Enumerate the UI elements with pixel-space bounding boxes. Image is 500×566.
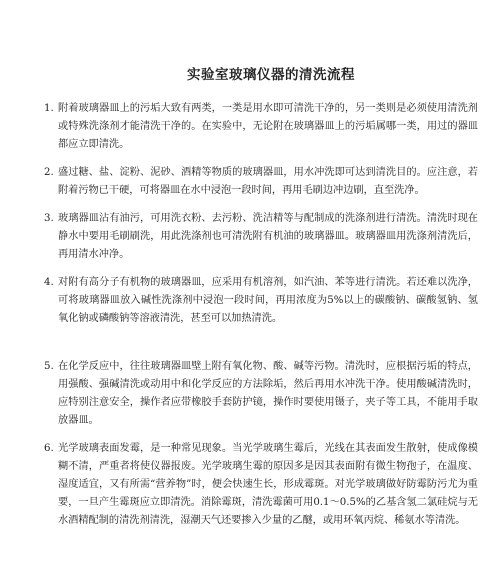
item-text: 附着玻璃器皿上的污垢大致有两类，一类是用水即可清洗干净的，另一类则是必须使用清洗剂或特殊洗涤剂才能清洗干净的。在实验中，无论附在玻璃器皿上的污垢属哪一类，用过的器皿都应立即清洗。	[58, 103, 478, 150]
list-item	[44, 210, 478, 264]
item-text: 在化学反应中，往往玻璃器皿壁上附有氧化物、酸、碱等污物。清洗时，应根据污垢的特点，用强酸、强碱清洗或动用中和化学反应的方法除垢，然后再用水冲洗干净。使用酸碱清洗时，应特别注意安全，操作者应带橡胶手套防护镜，操作时要使用镊子，夹子等工具，不能用手取放器皿。	[58, 361, 478, 426]
item-number: 3.	[44, 213, 54, 224]
list-item	[44, 100, 478, 154]
item-number: 5.	[44, 361, 54, 372]
item-text: 盛过糖、盐、淀粉、泥砂、酒精等物质的玻璃器皿，用水冲洗即可达到清洗目的。应注意，若附着污物已干硬，可将器皿在水中浸泡一段时间，再用毛刷边冲边刷，直至洗净。	[58, 167, 478, 196]
list-item	[44, 274, 478, 328]
item-number: 1.	[44, 103, 54, 114]
item-number: 6.	[44, 443, 54, 454]
page-title: 实验室玻璃仪器的清洗流程	[187, 67, 355, 83]
item-text: 光学玻璃表面发霉，是一种常见现象。当光学玻璃生霉后，光线在其表面发生散射，使成像模糊不清，严重者将使仪器报废。光学玻璃生霉的原因多是因其表面附有微生物孢子，在温度、湿度适宜，又有所需“营养物”时，便会快速生长，形成霉斑。对光学玻璃做好防霉防污尤为重要，一旦产生霉斑应立即清洗。消除霉斑，清洗霉菌可用0.1～0.5%的乙基含氢二氯硅烷与无水酒精配制的清洗剂清洗，湿潮天气还要掺入少量的乙醚，或用环氧丙烷、稀氨水等清洗。	[58, 443, 478, 526]
list-item	[44, 440, 478, 530]
item-number: 2.	[44, 167, 54, 178]
item-number: 4.	[44, 277, 54, 288]
item-text: 玻璃器皿沾有油污，可用洗衣粉、去污粉、洗洁精等与配制成的洗涤剂进行清洗。清洗时现在静水中要用毛刷刷洗，用此洗涤剂也可清洗附有机油的玻璃器皿。玻璃器皿用洗涤剂清洗后，再用清水冲净。	[58, 213, 478, 260]
list-item	[44, 358, 478, 430]
item-text: 对附有高分子有机物的玻璃器皿，应采用有机溶剂，如汽油、苯等进行清洗。若还难以洗净，可将玻璃器皿放入碱性洗涤剂中浸泡一段时间，再用浓度为5%以上的碳酸钠、碳酸氢钠、氢氧化钠或磷酸钠等溶液清洗，甚至可以加热清洗。	[58, 277, 478, 324]
list-item	[44, 164, 478, 200]
